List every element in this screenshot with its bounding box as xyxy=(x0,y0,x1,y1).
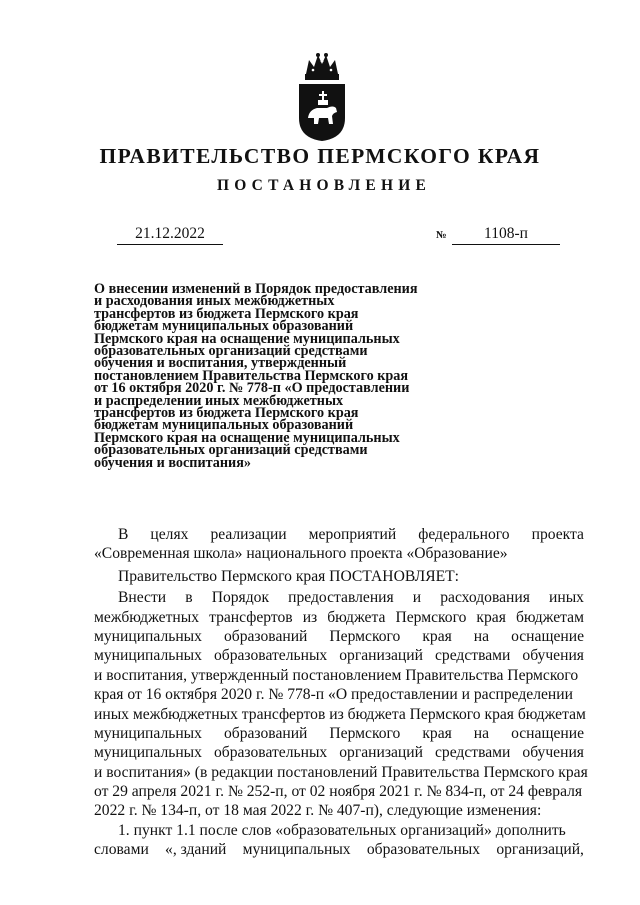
body-word: муниципальных xyxy=(94,724,202,742)
body-word: образовательных xyxy=(366,841,481,859)
body-word: обучения xyxy=(522,647,584,665)
body-line xyxy=(94,608,584,627)
subject-line: О внесении изменений в Порядок предоставления xyxy=(94,281,418,297)
body-word: муниципальных xyxy=(242,841,351,859)
body-word: из xyxy=(302,608,318,626)
body-word: организаций xyxy=(339,744,423,762)
body-line: иных межбюджетных трансфертов из бюджета Пермского края бюджетам xyxy=(94,705,586,723)
body-word: организаций, xyxy=(496,841,584,859)
body-word: трансфертов xyxy=(209,608,293,626)
body-word: целях xyxy=(150,526,189,543)
body-line xyxy=(94,724,584,743)
body-word: Пермского xyxy=(395,608,467,626)
body-word: края xyxy=(422,724,452,742)
body-word: края xyxy=(476,608,506,626)
body-line: 1. пункт 1.1 после слов «образовательных организаций» дополнить xyxy=(118,821,566,839)
body-word: на xyxy=(473,724,490,742)
body-word: в xyxy=(185,589,193,607)
document-date: 21.12.2022 xyxy=(117,224,223,245)
body-word: словами xyxy=(94,841,149,859)
subject-line: от 16 октября 2020 г. № 778-п «О предоставлении xyxy=(94,380,410,397)
subject-line: Пермского края на оснащение муниципальных xyxy=(94,330,400,347)
body-line: и воспитания» (в редакции постановлений Правительства Пермского края xyxy=(94,763,588,781)
subject-line: и расходования иных межбюджетных xyxy=(94,293,335,310)
body-line xyxy=(94,743,584,762)
body-word: Пермского xyxy=(329,724,401,742)
body-word: на xyxy=(473,627,490,645)
body-word: образовательных xyxy=(213,647,328,665)
body-line: «Современная школа» национального проекта «Образование» xyxy=(94,545,508,563)
body-word: бюджетам xyxy=(515,608,584,626)
body-line xyxy=(94,525,584,544)
body-word: проекта xyxy=(531,526,584,543)
subject-line: образовательных организаций средствами xyxy=(94,343,368,360)
body-line xyxy=(94,627,584,646)
body-word: муниципальных xyxy=(94,647,202,665)
body-word: муниципальных xyxy=(94,744,202,762)
body-line xyxy=(94,588,584,607)
body-word: Внести xyxy=(118,589,167,607)
body-word: бюджета xyxy=(327,608,386,626)
body-word: края xyxy=(422,627,452,645)
body-word: Пермского xyxy=(329,627,401,645)
subject-line: Пермского края на оснащение муниципальных xyxy=(94,429,400,446)
subject-line: трансфертов из бюджета Пермского края xyxy=(94,305,359,322)
body-word: «, зданий xyxy=(165,841,227,859)
body-word: образований xyxy=(223,627,308,645)
body-line: 2022 г. № 134-п, от 18 мая 2022 г. № 407-п), следующие изменения: xyxy=(94,802,542,820)
document-body xyxy=(94,525,588,860)
document-number: 1108-п xyxy=(452,224,560,245)
subject-line: постановлением Правительства Пермского края xyxy=(94,367,409,384)
subject-line: образовательных организаций средствами xyxy=(94,442,368,459)
document-type: ПОСТАНОВЛЕНИЕ xyxy=(216,177,432,194)
body-word: федерального xyxy=(418,526,510,543)
body-line: края от 16 октября 2020 г. № 778-п «О предоставлении и распределении xyxy=(94,686,573,704)
subject-line: обучения и воспитания, утвержденный xyxy=(94,355,347,372)
body-word: средствами xyxy=(434,744,511,762)
body-line: Правительство Пермского края ПОСТАНОВЛЯЕТ: xyxy=(118,567,459,585)
body-word: мероприятий xyxy=(308,526,397,543)
subject-line: и распределении иных межбюджетных xyxy=(94,392,344,409)
subject-line: бюджетам муниципальных образований xyxy=(94,318,354,335)
body-word: Порядок xyxy=(211,589,270,607)
body-word: средствами xyxy=(434,647,511,665)
body-line: и воспитания, утвержденный постановлением Правительства Пермского xyxy=(94,666,579,684)
body-word: оснащение xyxy=(511,627,584,645)
body-word: реализации xyxy=(210,526,287,543)
body-word: предоставления xyxy=(288,589,394,607)
subject-line: бюджетам муниципальных образований xyxy=(94,417,354,434)
body-word: расходования xyxy=(440,589,530,607)
body-word: муниципальных xyxy=(94,627,202,645)
number-sign: № xyxy=(436,230,447,241)
subject-line: трансфертов из бюджета Пермского края xyxy=(94,405,359,422)
coat-of-arms-emblem xyxy=(297,52,347,142)
body-word: межбюджетных xyxy=(94,608,200,626)
body-line: от 29 апреля 2021 г. № 252-п, от 02 ноября 2021 г. № 834-п, от 24 февраля xyxy=(94,783,583,801)
body-word: иных xyxy=(549,589,584,607)
subject-line: обучения и воспитания» xyxy=(94,454,251,471)
body-word: образований xyxy=(223,724,308,742)
body-word: В xyxy=(118,526,129,543)
body-word: организаций xyxy=(339,647,423,665)
body-line xyxy=(94,646,584,665)
body-word: образовательных xyxy=(213,744,328,762)
government-title: ПРАВИТЕЛЬСТВО ПЕРМСКОГО КРАЯ xyxy=(99,144,541,168)
body-word: и xyxy=(412,589,422,607)
body-word: оснащение xyxy=(511,724,584,742)
body-word: обучения xyxy=(522,744,584,762)
body-line xyxy=(94,840,584,859)
subject-heading xyxy=(94,283,474,469)
